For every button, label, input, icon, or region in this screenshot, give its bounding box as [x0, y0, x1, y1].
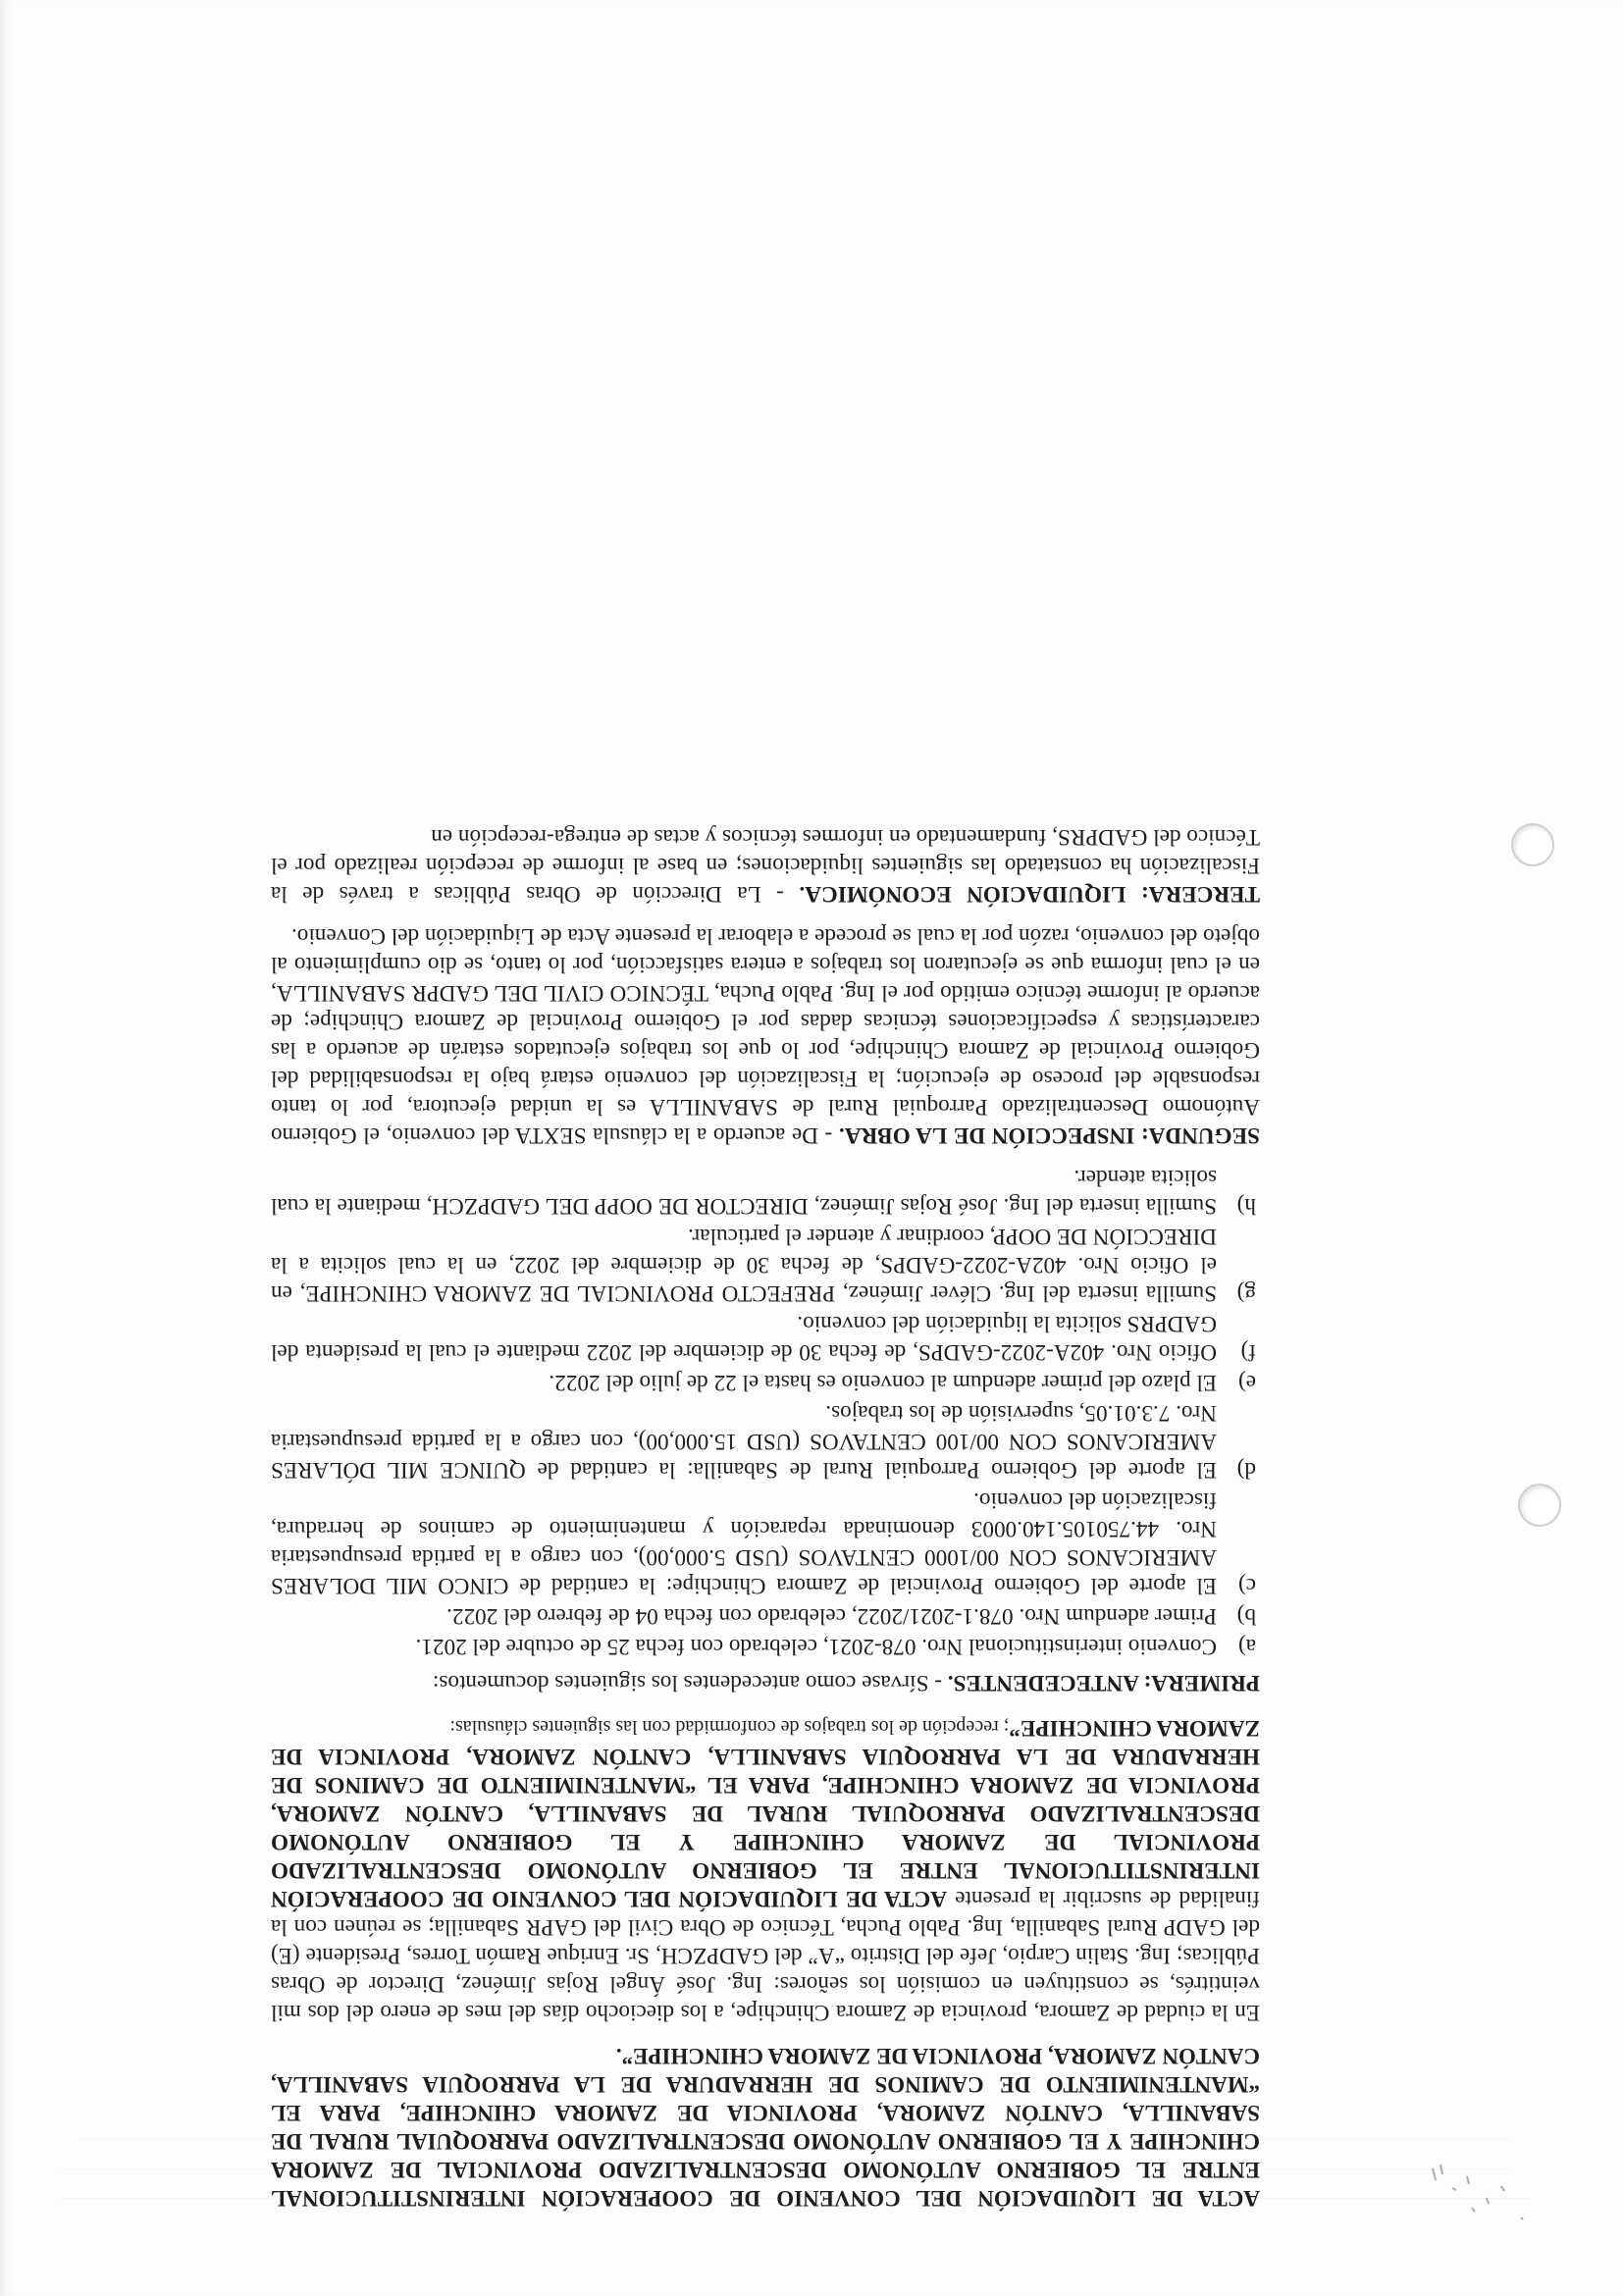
- list-marker: c): [1237, 1573, 1256, 1598]
- list-marker: e): [1237, 1370, 1256, 1395]
- intro-normal-text: En la ciudad de Zamora, provincia de Zamora Chinchipe, a los dieciocho días del mes de enero del dos mil veintitrés, se constituyen en comisión los señores: Ing. José Ángel Rojas Jiménez, Director de Obras Públicas; Ing. Stalin Carpio, Jefe del Distrito “A” del GADPZCH, Sr. Enrique Ramón Torres, Presidente (E) del GADP Rural Sabanilla, Ing. Pablo Pucha, Técnico de Obra Civil del GAPR Sabanilla; se reúnen con la finalidad de suscribir la presente: [271, 1886, 1260, 2025]
- list-item-text: Convenio interinstitucional Nro. 078-2021, celebrado con fecha 25 de octubre del 2021.: [415, 1634, 1217, 1659]
- section-tercera: [271, 822, 1260, 908]
- list-item-text: El aporte del Gobierno Provincial de Zamora Chinchipe: la cantidad de CINCO MIL DOLARES AMERICANOS CON 00/1000 CENTAVOS (USD 5.000,00), con cargo a la partida presupuestaria Nro. 44.750105.140.0003 denominada reparación y mantenimiento de caminos de herradura, fiscalización del convenio.: [271, 1487, 1217, 1598]
- section-primera-text: - Sírvase como antecedentes los siguientes documentos:: [432, 1670, 948, 1696]
- section-primera-heading: PRIMERA: ANTECEDENTES.: [947, 1670, 1260, 1696]
- list-marker: b): [1236, 1603, 1256, 1629]
- list-item-text: El aporte del Gobierno Parroquial Rural de Sabanilla: la cantidad de QUINCE MIL DÓLARES AMERICANOS CON 00/100 CENTAVOS (USD 15.000,00), con cargo a la partida presupuestaria Nro. 7.3.01.05, supervisión de los trabajos.: [271, 1400, 1217, 1483]
- list-marker: h): [1236, 1193, 1256, 1219]
- intro-small-text: ; recepción de los trabajos de conformidad con las siguientes cláusulas:: [449, 1716, 1010, 1738]
- list-item-text: Sumilla inserta del Ing. Cléver Jiménez, PREFECTO PROVINCIAL DE ZAMORA CHINCHIPE, en el Oficio Nro. 402A-2022-GADPS, de fecha 30 de diciembre del 2022, en la cual solicita a la DIRECCIÓN DE OOPP, coordinar y atender el particular.: [271, 1224, 1217, 1306]
- list-item: [271, 1368, 1260, 1396]
- list-item-text: Primer adendum Nro. 078.1-2021/2022, celebrado con fecha 04 de febrero del 2022.: [446, 1603, 1217, 1629]
- list-item-text: Sumilla inserta del Ing. José Rojas Jiménez, DIRECTOR DE OOPP DEL GADPZCH, mediante la cual solicita atender.: [271, 1165, 1217, 1219]
- list-item-text: Oficio Nro. 402A-2022-GADPS, de fecha 30 de diciembre del 2022 mediante el cual la presidenta del GADPRS solicita la liquidación del convenio.: [271, 1311, 1217, 1365]
- list-marker: f): [1240, 1339, 1256, 1365]
- intro-paragraph: [271, 1712, 1260, 2026]
- list-marker: g): [1236, 1280, 1256, 1306]
- list-marker: d): [1236, 1457, 1256, 1483]
- antecedentes-list: [271, 1163, 1260, 1660]
- list-marker: a): [1237, 1634, 1256, 1659]
- list-item: [271, 1601, 1260, 1630]
- list-item: [271, 1222, 1260, 1307]
- intro-bold-text: ACTA DE LIQUIDACIÓN DEL CONVENIO DE COOPERACIÓN INTERINSTITUCIONAL ENTRE EL GOBIERNO AUTÓNOMO DESCENTRALIZADO PROVINCIAL DE ZAMORA CHINCHIPE Y EL GOBIERNO AUTÓNOMO DESCENTRALIZADO PARROQUIAL RURAL DE SABANILLA, CANTÓN ZAMORA, PROVINCIA DE ZAMORA CHINCHIPE, PARA EL “MANTENIMIENTO DE CAMINOS DE HERRADURA DE LA PARROQUIA SABANILLA, CANTÓN ZAMORA, PROVINCIA DE ZAMORA CHINCHIPE”: [270, 1715, 1260, 1911]
- section-tercera-heading: TERCERA: LIQUIDACIÓN ECONÓMICA.: [799, 881, 1260, 907]
- list-item: [271, 1632, 1260, 1660]
- section-segunda-text: - De acuerdo a la cláusula SEXTA del convenio, el Gobierno Autónomo Descentralizado Parroquial Rural de SABANILLA es la unidad ejecutora, por lo tanto responsable del proceso de ejecución; la Fiscalización del convenio estará bajo la responsabilidad del Gobierno Provincial de Zamora Chinchipe, por lo que los trabajos ejecutados estarán de acuerdo a las características y especificaciones técnicas dadas por el Gobierno Provincial de Zamora Chinchipe; de acuerdo al informe técnico emitido por el Ing. Pablo Pucha, TÉCNICO CIVIL DEL GADPR SABANILLA, en el cual informa que se ejecutaron los trabajos a entera satisfacción, por lo tanto, se dio cumplimiento al objeto del convenio, razón por la cual se procede a elaborar la presente Acta de Liquidación del Convenio.: [270, 923, 1260, 1148]
- list-item-text: El plazo del primer adendum al convenio es hasta el 22 de julio del 2022.: [549, 1370, 1217, 1395]
- section-tercera-text: - La Dirección de Obras Públicas a través de la Fiscalización ha constatado las siguientes liquidaciones; en base al informe de recepción realizado por el Técnico del GADPRS, fundamentado en informes técnicos y actas de entrega-recepción en: [271, 824, 1260, 907]
- document-title: ACTA DE LIQUIDACIÓN DEL CONVENIO DE COOPERACIÓN INTERINSTITUCIONAL ENTRE EL GOBIERNO AUTÓNOMO DESCENTRALIZADO PROVINCIAL DE ZAMORA CHINCHIPE Y EL GOBIERNO AUTÓNOMO DESCENTRALIZADO PARROQUIAL RURAL DE SABANILLA, CANTÓN ZAMORA, PROVINCIA DE ZAMORA CHINCHIPE, PARA EL “MANTENIMIENTO DE CAMINOS DE HERRADURA DE LA PARROQUIA SABANILLA, CANTÓN ZAMORA, PROVINCIA DE ZAMORA CHINCHIPE”.: [271, 2044, 1260, 2211]
- document-body: [271, 814, 1260, 2213]
- list-item: [271, 1486, 1260, 1599]
- list-item: [271, 1398, 1260, 1484]
- section-primera: [271, 1668, 1260, 1696]
- list-item: [271, 1309, 1260, 1366]
- section-segunda: [271, 921, 1260, 1149]
- section-segunda-heading: SEGUNDA: INSPECCIÓN DE LA OBRA.: [838, 1122, 1260, 1148]
- list-item: [271, 1163, 1260, 1220]
